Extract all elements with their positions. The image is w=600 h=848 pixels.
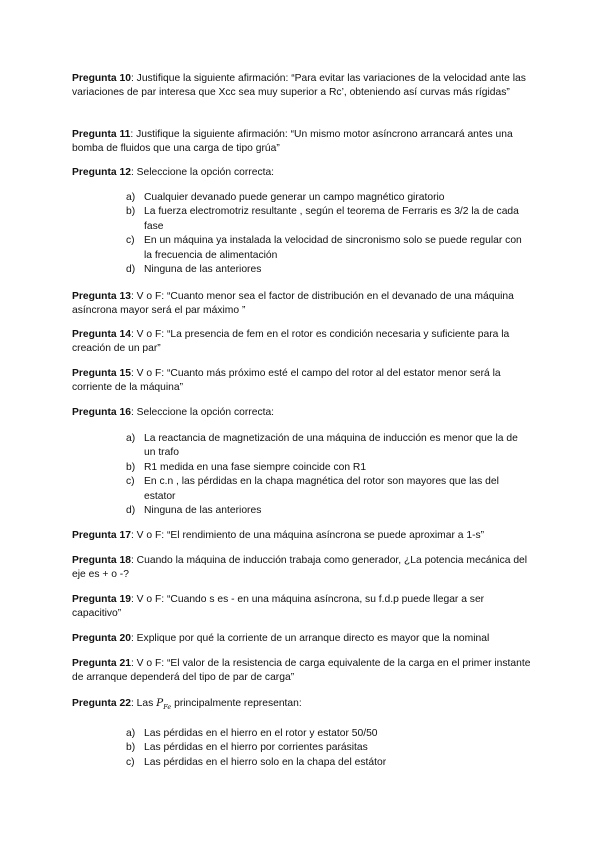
question-text: : V o F: “Cuanto menor sea el factor de distribución en el devanado de una máquina asíncrona mayor será el par máximo ” xyxy=(72,291,514,317)
option-text: Ninguna de las anteriores xyxy=(144,505,262,517)
option-letter: c) xyxy=(126,476,135,488)
question-text: : V o F: “El rendimiento de una máquina asíncrona se puede aproximar a 1-s” xyxy=(130,530,485,541)
question-22 xyxy=(72,696,532,714)
question-10 xyxy=(72,72,532,101)
option-letter: d) xyxy=(126,505,136,517)
question-text: : Seleccione la opción correcta: xyxy=(130,407,275,418)
question-16-options xyxy=(126,432,526,518)
option-letter: c) xyxy=(126,756,135,768)
question-text: : V o F: “El valor de la resistencia de carga equivalente de la carga en el primer instante de arranque dependerá del tipo de par de carga” xyxy=(72,658,531,684)
question-17 xyxy=(72,529,532,543)
question-label: Pregunta 15 xyxy=(72,368,131,379)
option-text: La fuerza electromotriz resultante , según el teorema de Ferraris es 3/2 la de cada fase xyxy=(144,206,519,232)
option-letter: a) xyxy=(126,433,136,444)
question-label: Pregunta 22 xyxy=(72,698,131,709)
question-text: : V o F: “La presencia de fem en el rotor es condición necesaria y suficiente para la creación de un par” xyxy=(72,329,510,355)
option-letter: b) xyxy=(126,461,136,473)
question-19 xyxy=(72,593,532,622)
question-label: Pregunta 21 xyxy=(72,658,131,669)
question-label: Pregunta 13 xyxy=(72,291,131,302)
option-letter: a) xyxy=(126,192,136,203)
option-text: Las pérdidas en el hierro en el rotor y estator 50/50 xyxy=(144,728,378,739)
question-text-after: principalmente representan: xyxy=(171,698,302,709)
question-18 xyxy=(72,554,532,583)
option-letter: b) xyxy=(126,206,136,218)
option-letter: b) xyxy=(126,742,136,754)
question-15 xyxy=(72,367,532,396)
question-label: Pregunta 20 xyxy=(72,633,131,644)
option-text: En un máquina ya instalada la velocidad de sincronismo solo se puede regular con la frecuencia de alimentación xyxy=(144,235,522,261)
option-text: Las pérdidas en el hierro por corrientes parásitas xyxy=(144,742,368,754)
symbol-subscript: Fe xyxy=(163,703,172,711)
option-item xyxy=(126,263,526,277)
option-text: R1 medida en una fase siempre coincide con R1 xyxy=(144,461,367,473)
option-item xyxy=(126,205,526,234)
question-text: : Cuando la máquina de inducción trabaja como generador, ¿La potencia mecánica del eje es + o -? xyxy=(72,555,528,581)
question-12-options xyxy=(126,191,526,277)
question-label: Pregunta 17 xyxy=(72,530,131,541)
question-13 xyxy=(72,290,532,319)
question-label: Pregunta 11 xyxy=(72,129,131,140)
option-text: Cualquier devanado puede generar un campo magnético giratorio xyxy=(144,192,445,203)
option-letter: a) xyxy=(126,728,136,739)
option-item xyxy=(126,504,526,518)
question-20 xyxy=(72,632,532,646)
question-text: : Seleccione la opción correcta: xyxy=(130,167,275,178)
question-text: : V o F: “Cuanto más próximo esté el campo del rotor al del estator menor será la corriente de la máquina” xyxy=(72,368,501,394)
option-item xyxy=(126,461,526,475)
option-text: Las pérdidas en el hierro solo en la chapa del estátor xyxy=(144,756,387,768)
option-item xyxy=(126,234,526,263)
question-text: : Explique por qué la corriente de un arranque directo es mayor que la nominal xyxy=(130,633,490,644)
option-item xyxy=(126,741,526,755)
question-label: Pregunta 18 xyxy=(72,555,131,566)
question-12 xyxy=(72,166,532,180)
question-22-options xyxy=(126,727,526,770)
question-text: : V o F: “Cuando s es - en una máquina asíncrona, su f.d.p puede llegar a ser capacitivo” xyxy=(72,594,485,620)
question-16 xyxy=(72,406,532,420)
question-14 xyxy=(72,328,532,357)
question-11 xyxy=(72,128,532,157)
option-text: La reactancia de magnetización de una máquina de inducción es menor que la de un trafo xyxy=(144,433,518,459)
symbol-letter: P xyxy=(156,697,164,709)
question-label: Pregunta 16 xyxy=(72,407,131,418)
option-letter: d) xyxy=(126,264,136,276)
option-item xyxy=(126,756,526,770)
option-item xyxy=(126,727,526,741)
option-item xyxy=(126,432,526,461)
question-label: Pregunta 14 xyxy=(72,329,131,340)
option-item xyxy=(126,191,526,205)
question-text-before: : Las xyxy=(130,698,157,709)
option-text: En c.n , las pérdidas en la chapa magnética del rotor son mayores que las del estator xyxy=(144,476,499,502)
power-loss-symbol xyxy=(156,697,171,709)
option-letter: c) xyxy=(126,235,135,247)
question-label: Pregunta 12 xyxy=(72,167,131,178)
option-text: Ninguna de las anteriores xyxy=(144,264,262,276)
option-item xyxy=(126,475,526,504)
question-label: Pregunta 19 xyxy=(72,594,131,605)
question-text: : Justifique la siguiente afirmación: “Para evitar las variaciones de la velocidad ante las variaciones de par interesa que Xcc sea muy superior a Rc’, obteniendo así curvas más rígidas” xyxy=(72,73,526,99)
question-text: : Justifique la siguiente afirmación: “Un mismo motor asíncrono arrancará antes una bomba de fluidos que una carga de tipo grúa” xyxy=(72,129,513,155)
question-21 xyxy=(72,657,532,686)
question-label: Pregunta 10 xyxy=(72,73,131,84)
